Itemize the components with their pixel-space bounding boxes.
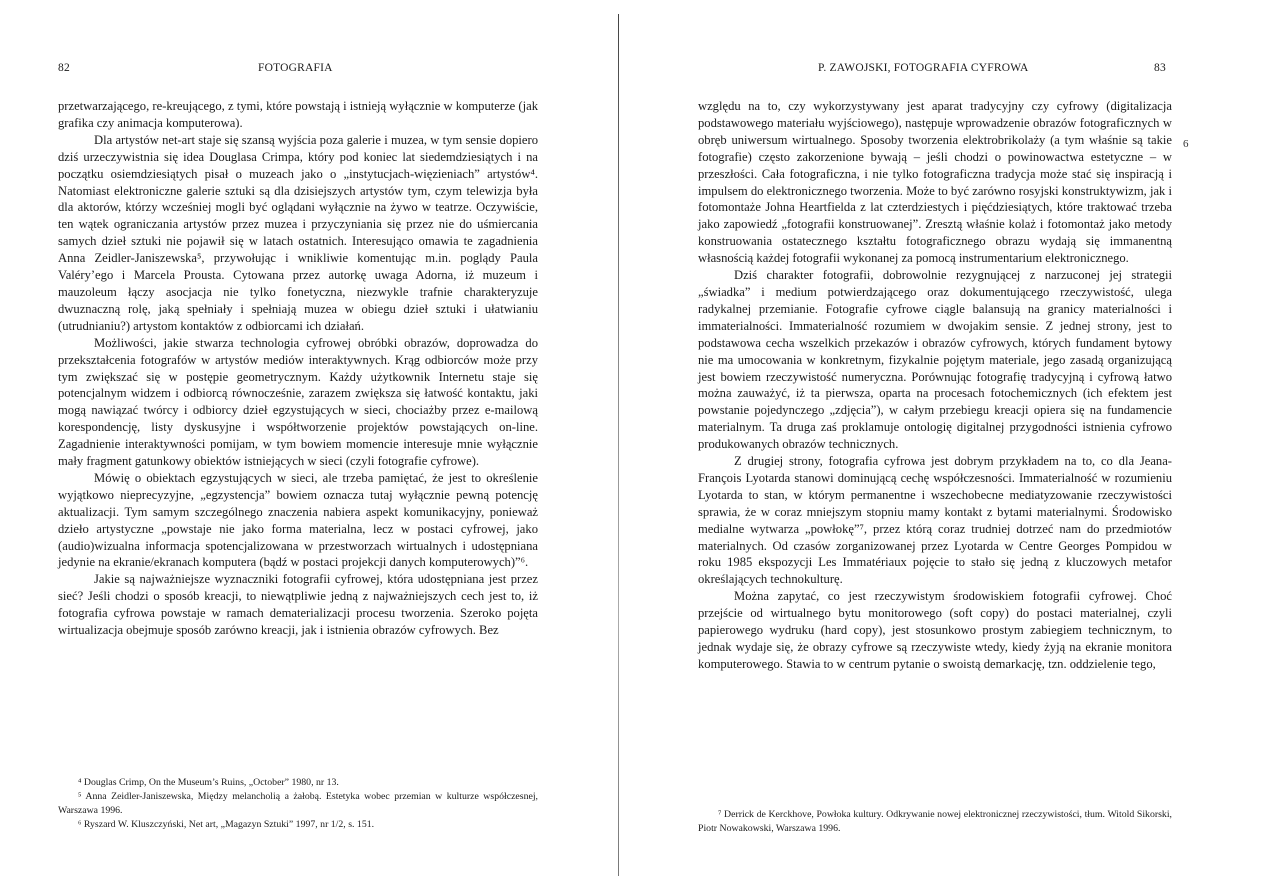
paragraph: Dla artystów net-art staje się szansą wyjścia poza galerie i muzea, w tym sensie dopiero dziś urzeczywistnia się idea Douglasa Crimpa, który pod koniec lat siedemdziesiątych i na początku osiemdziesiątych pisał o muzeach jako o „instytucjach-więzieniach” artystów⁴. Natomiast elektroniczne galerie sztuki są dla dzisiejszych artystów tym, czym telewizja była dla aktorów, którzy wcześniej mogli być oglądani wyłącznie na żywo w teatrze. Oczywiście, ten wątek ograniczania artystów przez muzea i przyczyniania się przez nie do uśmiercania samych dzieł sztuki nie pojawił się w latach ostatnich. Interesująco omawia te zagadnienia Anna Zeidler-Janiszewska⁵, przywołując i wnikliwie komentując m.in. poglądy Paula Valéry’ego i Marcela Prousta. Cytowana przez autorkę uwaga Adorna, iż muzeum i mauzoleum łączy asocjacja nie tylko fonetyczna, niezwykle trafnie charakteryzuje dwuznaczną rolę, jaką spełniały i spełniają muzea w obiegu dzieł sztuki i ułatwianiu (utrudnianiu?) artystom kontaktów z odbiorcami ich działań. <box>58 132 538 333</box>
paragraph: Z drugiej strony, fotografia cyfrowa jest dobrym przykładem na to, co dla Jeana-François Lyotarda stanowi dominującą cechę współczesności. Immaterialność w rozumieniu Lyotarda to stan, w którym permanentne i wszechobecne mediatyzowanie rzeczywistości sprawia, że w coraz mniejszym stopniu mamy kontakt z bytami materialnymi. Środowisko medialne wytwarza „powłokę”⁷, przez którą coraz trudniej dotrzeć nam do przedmiotów materialnych. Od czasów zorganizowanej przez Lyotarda w Centre Georges Pompidou w roku 1985 ekspozycji Les Immatériaux pojęcie to stało się jedną z kluczowych metafor określających technokulturę. <box>698 454 1172 587</box>
paragraph: Możliwości, jakie stwarza technologia cyfrowej obróbki obrazów, doprowadza do przekształcenia fotografów w artystów mediów interaktywnych. Krąg odbiorców może przy tym zwiększać się w postępie geometrycznym. Każdy użytkownik Internetu staje się potencjalnym widzem i odbiorcą równocześnie, zarazem zwiększa się łatwość kontaktu, jaki mogą nawiązać twórcy i odbiorcy dzieł egzystujących w sieci, chociażby przez e-mailową korespondencję, listy dyskusyjne i współtworzenie projektów powstających on-line. Zagadnienie interaktywności pomijam, w tym bowiem momencie interesuje mnie wyłącznie mały fragment gatunkowy obiektów istniejących w sieci (czyli fotografie cyfrowe). <box>58 335 538 469</box>
paragraph: Mówię o obiektach egzystujących w sieci, ale trzeba pamiętać, że jest to określenie wyjątkowo nieprecyzyjne, „egzystencja” bowiem oznacza tutaj wyłącznie pewną potencję aktualizacji. Tym samym szczególnego znaczenia nabiera aspekt komunikacyjny, ponieważ dzieło artystyczne „powstaje nie jako forma materialna, lecz w postaci cyfrowej, jako (audio)wizualna informacja spotencjalizowana w przestworzach wirtualnych i udostępniana jedynie na ekranie/ekranach komputera (bądź w postaci projekcji danych komputerowych)”⁶. <box>58 470 538 570</box>
footnote: ⁶ Ryszard W. Kluszczyński, Net art, „Magazyn Sztuki” 1997, nr 1/2, s. 151. <box>78 819 375 830</box>
paragraph: przetwarzającego, re-kreującego, z tymi, które powstają i istnieją wyłącznie w komputerze (jak grafika czy animacja komputerowa). <box>58 99 538 130</box>
right-footnotes <box>698 808 1172 836</box>
page-number-left <box>58 62 70 74</box>
page-number-right <box>1154 62 1166 74</box>
page-number-text: 83 <box>1154 62 1166 74</box>
footnote: ⁴ Douglas Crimp, On the Museum’s Ruins, „October” 1980, nr 13. <box>78 777 339 788</box>
right-page <box>606 0 1262 894</box>
footnote: ⁵ Anna Zeidler-Janiszewska, Między melancholią a żałobą. Estetyka wobec przemian w kulturze współczesnej, Warszawa 1996. <box>58 791 538 816</box>
margin-mark: 6 <box>1183 138 1189 150</box>
paragraph: Jakie są najważniejsze wyznaczniki fotografii cyfrowej, która udostępniana jest przez sieć? Jeśli chodzi o sposób kreacji, to niewątpliwie jedną z najważniejszych cech jest to, iż fotografia cyfrowa powstaje w ramach dematerializacji procesu tworzenia. Szeroko pojęta wirtualizacja obejmuje sposób zarówno kreacji, jak i istnienia obrazów cyfrowych. Bez <box>58 572 538 638</box>
page-number-text: 82 <box>58 62 70 74</box>
running-head-right: P. ZAWOJSKI, FOTOGRAFIA CYFROWA <box>818 62 1029 74</box>
left-footnotes <box>58 776 538 832</box>
left-body-text <box>58 98 538 639</box>
right-body-text <box>698 98 1172 673</box>
paragraph: Można zapytać, co jest rzeczywistym środowiskiem fotografii cyfrowej. Choć przejście od wirtualnego bytu monitorowego (soft copy) do postaci materialnej, czyli papierowego wydruku (hard copy), jest stosunkowo prostym zabiegiem technicznym, to jednak wydaje się, że obrazy cyfrowe są rzeczywiste wtedy, kiedy żyją na ekranie monitora komputerowego. Stawia to w centrum pytanie o swoistą demarkację, tzn. oddzielenie tego, <box>698 589 1172 671</box>
running-head-left: FOTOGRAFIA <box>258 62 333 74</box>
footnote: ⁷ Derrick de Kerckhove, Powłoka kultury. Odkrywanie nowej elektronicznej rzeczywistości, tłum. Witold Sikorski, Piotr Nowakowski, Warszawa 1996. <box>698 809 1172 834</box>
paragraph: Dziś charakter fotografii, dobrowolnie rezygnującej z narzuconej jej strategii „świadka” i medium potwierdzającego oraz dokumentującego rzeczywistość, ulega radykalnej przemianie. Fotografie cyfrowe ciągle balansują na granicy materialności i immaterialności. Immaterialność rozumiem w dwojakim sensie. Z jednej strony, jest to podstawowa cecha wszelkich przekazów i obrazów cyfrowych, których fundament bytowy nie ma umocowania w konkretnym, fizykalnie pojętym materiale, jego zasadą organizującą jest bowiem rzeczywistość numeryczna. Porównując fotografię tradycyjną i cyfrową łatwo można zauważyć, iż ta pierwsza, oparta na procesach fotochemicznych (ich efektem jest powstanie pojedynczego „zdjęcia”), w całym przebiegu kreacji opiera się na fundamencie materialnym. Ta druga zaś proklamuje ontologię digitalnej przygodności istnienia cyfrowo produkowanych obrazów technicznych. <box>698 268 1172 452</box>
left-page <box>0 0 600 894</box>
paragraph: względu na to, czy wykorzystywany jest aparat tradycyjny czy cyfrowy (digitalizacja podstawowego materiału wyjściowego), następuje wprowadzenie obrazów fotograficznych w obręb uniwersum wirtualnego. Sposoby tworzenia elektrobrikolaży (a tym właśnie są takie fotografie) często zakorzenione bywają – jeśli chodzi o powinowactwa estetyczne – w przeszłości. Cała fotograficzna, i nie tylko fotograficzna tradycja może stać się inspiracją i impulsem do elektronicznego tworzenia. Może to być zarówno rosyjski konstruktywizm, jak i fotomontaże Johna Heartfielda z lat czterdziestych i pięćdziesiątych, które traktować trzeba jako zapowiedź „fotografii konstruowanej”. Zresztą właśnie kolaż i fotomontaż jako metody konstruowania ostatecznego kształtu fotograficznego obrazu wydają się immanentną własnością każdej fotografii wykonanej za pomocą instrumentarium elektronicznego. <box>698 99 1172 266</box>
